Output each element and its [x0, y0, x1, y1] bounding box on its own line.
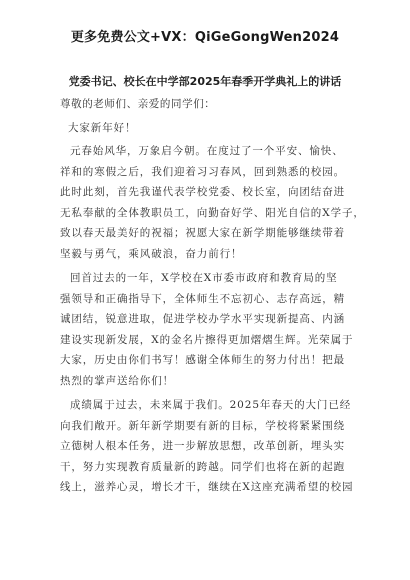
paragraph-line: 祥和的寒假之后，我们迎着习习春风，回到熟悉的校园。 — [60, 165, 345, 178]
paragraph-line: 此时此刻，首先我谨代表学校党委、校长室，向团结奋进 — [60, 186, 345, 198]
paragraph-line: 成绩属于过去，未来属于我们。2025年春天的大门已经 — [70, 399, 352, 411]
paragraph-line: 线上，滋养心灵，增长才干，继续在X这座充满希望的校园 — [60, 481, 354, 493]
salutation: 尊敬的老师们、亲爱的同学们： — [60, 98, 216, 110]
paragraph-line: 致以春天最美好的祝福；祝愿大家在新学期能够继续带着 — [60, 227, 345, 239]
paragraph-line: 元春始风华，万象启今朝。在度过了一个平安、愉快、 — [70, 145, 344, 157]
paragraph-line: 立德树人根本任务，进一步解放思想，改革创新，埋头实 — [60, 440, 345, 452]
paragraph — [60, 268, 386, 391]
paragraph-line: 建设实现新发展，X的金名片擦得更加熠熠生辉。光荣属于 — [60, 333, 354, 346]
paragraph — [60, 141, 386, 264]
document-title: 党委书记、校长在中学部2025年春季开学典礼上的讲话 — [68, 75, 342, 88]
document-body — [60, 94, 386, 502]
paragraph-line: 干，努力实现教育质量新的跨越。同学们也将在新的起跑 — [60, 460, 345, 473]
paragraph — [60, 395, 386, 498]
paragraph-line: 回首过去的一年，X学校在X市委市政府和教育局的坚 — [70, 272, 338, 284]
paragraph-line: 无私奉献的全体教职员工，向勤奋好学、阳光自信的X学子， — [60, 206, 365, 219]
paragraph-line: 热烈的掌声送给你们！ — [60, 374, 174, 387]
paragraph-line: 强领导和正确指导下，全体师生不忘初心、志存高远，精 — [60, 292, 345, 305]
paragraph-line: 坚毅与勇气，乘风破浪，奋力前行！ — [60, 247, 243, 260]
paragraph-line: 大家，历史由你们书写！感谢全体师生的努力付出！把最 — [60, 354, 345, 366]
header-banner: 更多免费公文+VX：QiGeGongWen2024 — [70, 30, 340, 45]
paragraph-line: 向我们敞开。新年新学期要有新的目标，学校将紧紧围绕 — [60, 419, 345, 432]
greeting: 大家新年好！ — [68, 121, 137, 134]
paragraph-line: 诚团结，锐意进取，促进学校办学水平实现新提高、内涵 — [60, 313, 345, 325]
